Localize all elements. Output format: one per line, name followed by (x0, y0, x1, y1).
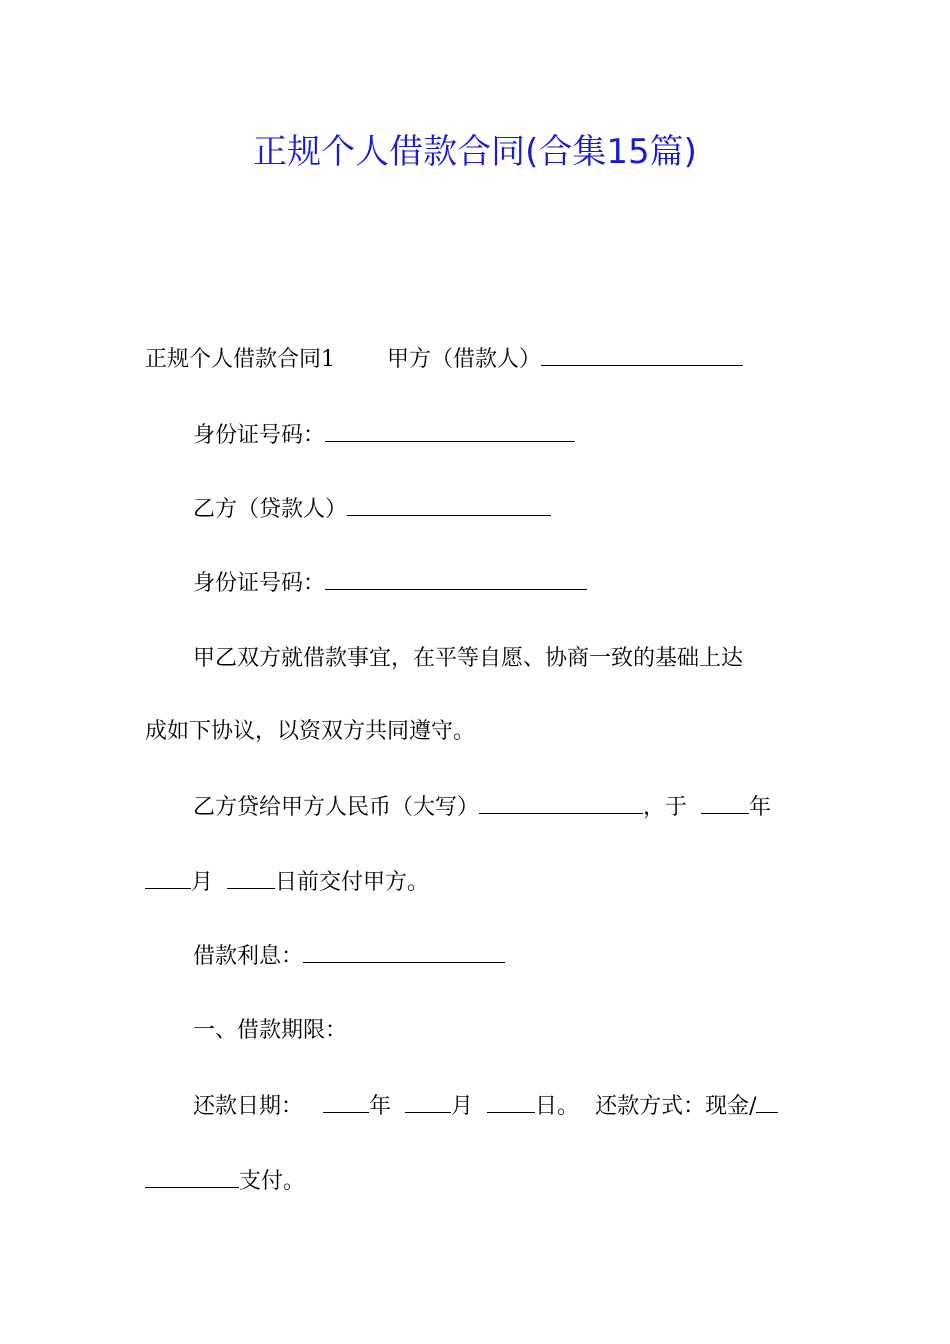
party-a-id-line (193, 419, 575, 452)
party-a-blank (541, 343, 743, 366)
payment-line (145, 1165, 305, 1198)
payment-suffix: 支付。 (239, 1169, 306, 1194)
party-b-label: 乙方（贷款人） (193, 497, 348, 522)
delivery-text: 日前交付甲方。 (275, 870, 430, 895)
interest-label: 借款利息： (193, 944, 304, 969)
loan-amount-blank (479, 791, 643, 814)
repayment-date-label: 还款日期： (193, 1094, 304, 1119)
party-a-id-label: 身份证号码： (193, 423, 326, 448)
loan-term-heading: 一、借款期限： (193, 1018, 348, 1043)
loan-amount-label: 乙方贷给甲方人民币（大写） (193, 795, 480, 820)
loan-day-blank (227, 866, 275, 889)
party-b-blank (347, 493, 551, 516)
document-title: 正规个人借款合同(合集15篇) (253, 132, 697, 172)
agreement-intro-continuation: 成如下协议，以资双方共同遵守。 (145, 719, 476, 744)
party-b-id-line (193, 567, 587, 600)
party-b-line (193, 493, 551, 526)
loan-date-prefix: ，于 (643, 795, 688, 820)
contract-heading-line (145, 343, 743, 376)
year-label: 年 (369, 1094, 392, 1119)
repay-year-blank (323, 1090, 369, 1113)
repayment-method-blank (756, 1090, 778, 1113)
party-a-label: 甲方（借款人） (387, 347, 542, 372)
payment-method-blank (145, 1165, 239, 1188)
repayment-method-label: 还款方式：现金/ (595, 1094, 757, 1119)
party-b-id-label: 身份证号码： (193, 571, 326, 596)
paragraph-line (145, 716, 475, 748)
interest-line (193, 940, 505, 973)
month-label: 月 (191, 870, 214, 895)
repayment-line (193, 1090, 778, 1123)
month-label: 月 (451, 1094, 474, 1119)
loan-year-blank (701, 791, 749, 814)
section-heading (193, 1015, 347, 1047)
year-label: 年 (749, 795, 772, 820)
loan-delivery-line (145, 866, 429, 899)
repay-month-blank (405, 1090, 451, 1113)
contract-number-label: 正规个人借款合同1 (145, 347, 335, 372)
repay-day-blank (487, 1090, 535, 1113)
interest-blank (303, 940, 505, 963)
paragraph-line (193, 643, 743, 675)
day-label: 日。 (535, 1094, 580, 1119)
party-b-id-blank (325, 567, 587, 590)
party-a-id-blank (325, 419, 575, 442)
loan-month-blank (145, 866, 191, 889)
agreement-intro-text: 甲乙双方就借款事宜，在平等自愿、协商一致的基础上达 (193, 646, 744, 671)
loan-amount-line (193, 791, 771, 824)
